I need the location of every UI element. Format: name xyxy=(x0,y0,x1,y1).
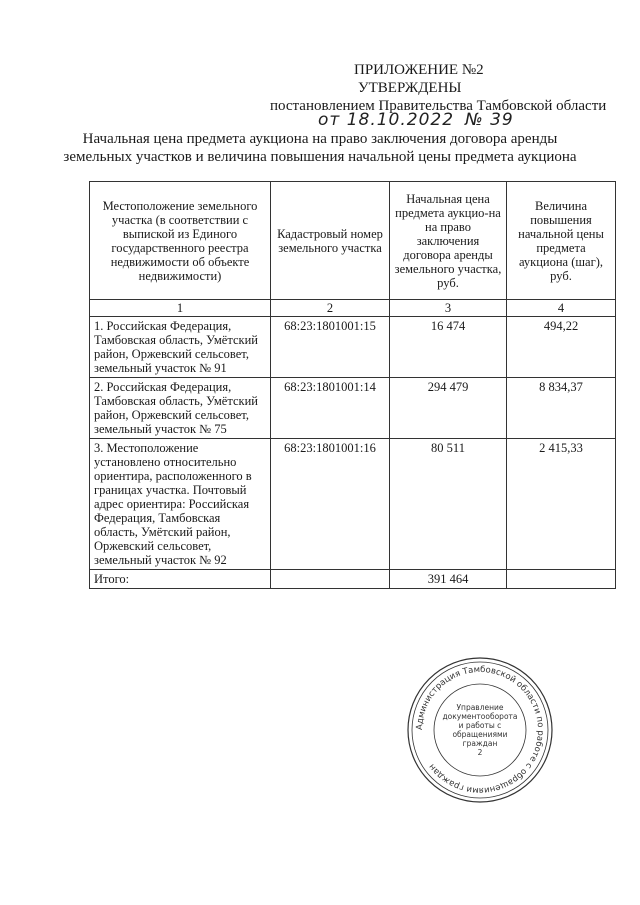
row-cadastral: 68:23:1801001:16 xyxy=(271,439,390,570)
decree-date: от 18.10.2022 xyxy=(318,110,455,130)
document-title xyxy=(0,130,640,166)
column-header-price: Начальная цена предмета аукцио-на на право заключения договора аренды земельного участка, руб. xyxy=(390,182,507,300)
row-step: 494,22 xyxy=(507,317,616,378)
row-location: 2. Российская Федерация, Тамбовская область, Умётский район, Оржевский сельсовет, земельный участок № 75 xyxy=(90,378,271,439)
stamp-outer-text: Администрация Тамбовской области по работе с обращениями граждан xyxy=(414,664,546,796)
column-number: 1 xyxy=(90,300,271,317)
decree-number: № 39 xyxy=(465,110,514,130)
table-row xyxy=(90,317,616,378)
row-price: 16 474 xyxy=(390,317,507,378)
row-price: 294 479 xyxy=(390,378,507,439)
column-number: 2 xyxy=(271,300,390,317)
row-step: 2 415,33 xyxy=(507,439,616,570)
total-value: 391 464 xyxy=(390,570,507,589)
title-line-1: Начальная цена предмета аукциона на право заключения договора аренды xyxy=(82,131,558,147)
total-empty-cell xyxy=(507,570,616,589)
appendix-label: ПРИЛОЖЕНИЕ №2 xyxy=(354,62,484,78)
stamp-number: 2 xyxy=(477,748,483,757)
column-header-step: Величина повышения начальной цены предмета аукциона (шаг), руб. xyxy=(507,182,616,300)
row-cadastral: 68:23:1801001:14 xyxy=(271,378,390,439)
total-row xyxy=(90,570,616,589)
total-label: Итого: xyxy=(90,570,271,589)
row-location: 1. Российская Федерация, Тамбовская область, Умётский район, Оржевский сельсовет, земельный участок № 91 xyxy=(90,317,271,378)
column-number: 4 xyxy=(507,300,616,317)
stamp-inner-text: Управление документооборота и работы с обращениями граждан xyxy=(442,703,518,748)
table-row xyxy=(90,378,616,439)
row-step: 8 834,37 xyxy=(507,378,616,439)
stamp-graphic xyxy=(405,655,555,805)
column-header-location: Местоположение земельного участка (в соответствии с выпиской из Единого государственного реестра недвижимости об объекте недвижимости) xyxy=(90,182,271,300)
table-header-row xyxy=(90,182,616,300)
row-location: 3. Местоположение установлено относительно ориентира, расположенного в границах участка. Почтовый адрес ориентира: Российская Федерация, Тамбовская область, Умётский район, Оржевский сельсовет, земельный участок № 92 xyxy=(90,439,271,570)
table-row xyxy=(90,439,616,570)
decree-label: постановлением Правительства Тамбовской области xyxy=(270,98,607,114)
row-price: 80 511 xyxy=(390,439,507,570)
approved-label: УТВЕРЖДЕНЫ xyxy=(358,80,462,96)
column-number: 3 xyxy=(390,300,507,317)
column-numbers-row xyxy=(90,300,616,317)
auction-price-table xyxy=(89,181,616,589)
total-empty-cell xyxy=(271,570,390,589)
row-cadastral: 68:23:1801001:15 xyxy=(271,317,390,378)
title-line-2: земельных участков и величина повышения начальной цены предмета аукциона xyxy=(63,149,577,165)
column-header-cadastral: Кадастровый номер земельного участка xyxy=(271,182,390,300)
official-stamp xyxy=(405,655,555,810)
